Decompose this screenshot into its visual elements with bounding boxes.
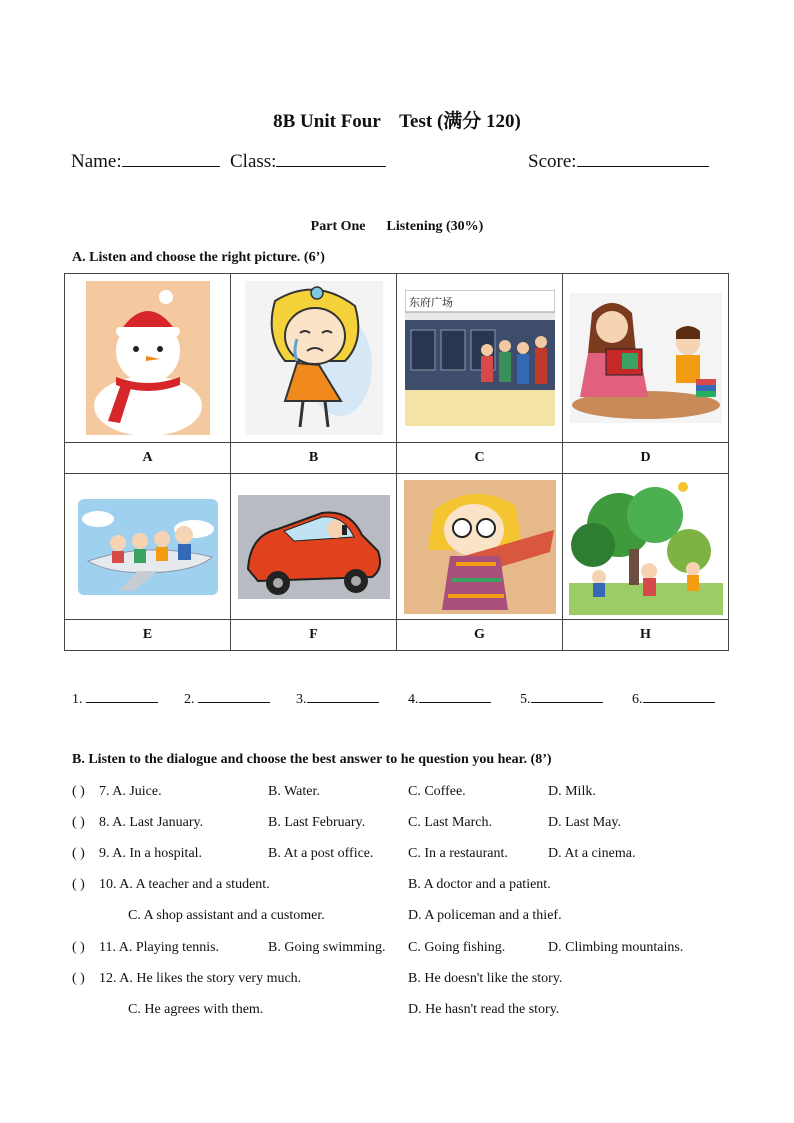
driving-phone-picture	[238, 495, 390, 599]
answer-number: 6.	[632, 692, 643, 707]
answer-blank-4[interactable]	[408, 690, 491, 708]
class-field[interactable]	[230, 148, 386, 173]
picture-cell-c	[397, 274, 563, 443]
score-field[interactable]	[528, 148, 709, 173]
answer-line[interactable]	[198, 690, 270, 703]
question-7-option-a: 7. A. Juice.	[99, 784, 162, 799]
answer-paren[interactable]: ( )	[72, 940, 85, 955]
answer-number: 1.	[72, 692, 83, 707]
question-9-option-d: D. At a cinema.	[548, 846, 636, 861]
name-label: Name:	[71, 151, 122, 172]
question-7-option-b: B. Water.	[268, 784, 320, 799]
picture-cell-f	[231, 474, 397, 620]
question-11-option-c: C. Going fishing.	[408, 940, 506, 955]
score-label: Score:	[528, 151, 577, 172]
picture-cell-b	[231, 274, 397, 443]
answer-paren[interactable]: ( )	[72, 846, 85, 861]
answer-number: 5.	[520, 692, 531, 707]
question-12-option-a: 12. A. He likes the story very much.	[99, 971, 302, 986]
reading-picture	[570, 293, 722, 423]
question-8-option-b: B. Last February.	[268, 815, 366, 830]
answer-line[interactable]	[419, 690, 491, 703]
class-label: Class:	[230, 151, 277, 172]
score-blank[interactable]	[577, 148, 709, 167]
answer-line[interactable]	[643, 690, 715, 703]
picture-cell-g	[397, 474, 563, 620]
picture-cell-e	[65, 474, 231, 620]
class-blank[interactable]	[276, 148, 386, 167]
snowman-picture	[86, 281, 210, 435]
park-children-picture	[569, 479, 723, 615]
picture-label: B	[231, 443, 397, 474]
answer-blank-1[interactable]	[72, 690, 158, 708]
picture-label: A	[65, 443, 231, 474]
question-11-option-a: 11. A. Playing tennis.	[99, 940, 220, 955]
section-b-instruction: B. Listen to the dialogue and choose the best answer to he question you hear. (8’)	[72, 752, 552, 767]
question-7-option-c: C. Coffee.	[408, 784, 466, 799]
picture-table	[64, 273, 729, 651]
crying-girl-picture	[245, 281, 383, 435]
station-sign-text: 东府广场	[408, 296, 453, 309]
picture-cell-a	[65, 274, 231, 443]
picture-cell-d	[563, 274, 729, 443]
answer-blank-3[interactable]	[296, 690, 379, 708]
answer-paren[interactable]: ( )	[72, 784, 85, 799]
answer-paren[interactable]: ( )	[72, 877, 85, 892]
question-11-option-d: D. Climbing mountains.	[548, 940, 684, 955]
picture-label: C	[397, 443, 563, 474]
answer-paren[interactable]: ( )	[72, 815, 85, 830]
question-12-option-c: C. He agrees with them.	[128, 1002, 264, 1017]
answer-number: 4.	[408, 692, 419, 707]
question-12-option-b: B. He doesn't like the story.	[408, 971, 563, 986]
answer-blank-2[interactable]	[184, 690, 270, 708]
question-10-option-d: D. A policeman and a thief.	[408, 908, 562, 923]
part-one-heading: Part One Listening (30%)	[310, 219, 484, 234]
picture-label: G	[397, 620, 563, 651]
picture-label: E	[65, 620, 231, 651]
airplane-family-picture	[78, 499, 218, 595]
picture-cell-h	[563, 474, 729, 620]
answer-line[interactable]	[531, 690, 603, 703]
picture-label: D	[563, 443, 729, 474]
question-10-option-c: C. A shop assistant and a customer.	[128, 908, 325, 923]
subway-station-picture	[405, 290, 555, 426]
name-blank[interactable]	[122, 148, 220, 167]
section-a-instruction: A. Listen and choose the right picture. (6’)	[72, 250, 325, 265]
answer-line[interactable]	[307, 690, 379, 703]
windy-girl-picture	[404, 480, 556, 614]
answer-line[interactable]	[86, 690, 158, 703]
question-9-option-b: B. At a post office.	[268, 846, 374, 861]
question-11-option-b: B. Going swimming.	[268, 940, 386, 955]
question-10-option-b: B. A doctor and a patient.	[408, 877, 551, 892]
question-8-option-d: D. Last May.	[548, 815, 621, 830]
name-field[interactable]	[71, 148, 220, 173]
question-10-option-a: 10. A. A teacher and a student.	[99, 877, 270, 892]
answer-number: 2.	[184, 692, 195, 707]
test-title: 8B Unit Four Test (满分 120)	[273, 111, 521, 132]
question-12-option-d: D. He hasn't read the story.	[408, 1002, 560, 1017]
picture-label: F	[231, 620, 397, 651]
picture-label: H	[563, 620, 729, 651]
answer-blank-5[interactable]	[520, 690, 603, 708]
answer-paren[interactable]: ( )	[72, 971, 85, 986]
question-9-option-a: 9. A. In a hospital.	[99, 846, 203, 861]
question-7-option-d: D. Milk.	[548, 784, 596, 799]
question-8-option-c: C. Last March.	[408, 815, 492, 830]
answer-blank-6[interactable]	[632, 690, 715, 708]
answer-number: 3.	[296, 692, 307, 707]
question-8-option-a: 8. A. Last January.	[99, 815, 204, 830]
question-9-option-c: C. In a restaurant.	[408, 846, 508, 861]
